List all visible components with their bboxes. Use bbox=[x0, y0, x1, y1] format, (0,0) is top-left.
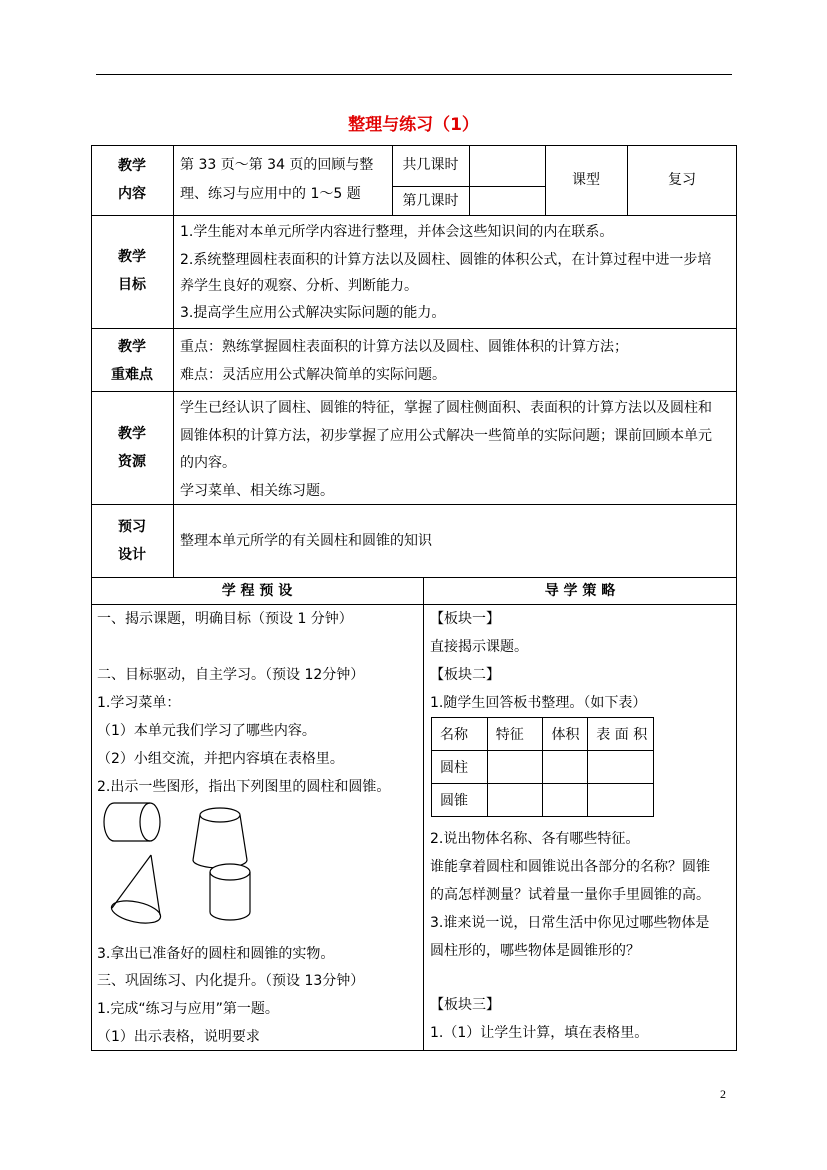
left-line: （2）小组交流，并把内容填在表格里。 bbox=[97, 751, 344, 767]
goal-line: 2.系统整理圆柱表面积的计算方法以及圆柱、圆锥的体积公式，在计算过程中进一步培 bbox=[180, 252, 712, 268]
page-title: 整理与练习（1） bbox=[348, 115, 479, 135]
goal-line: 养学生良好的观察、分析、判断能力。 bbox=[180, 278, 418, 294]
table-header-cell: 特征 bbox=[487, 718, 543, 751]
summary-table bbox=[431, 717, 654, 817]
goals-label: 教学 目标 bbox=[118, 249, 146, 293]
left-line: （1）出示表格，说明要求 bbox=[97, 1029, 260, 1045]
table-row-label: 圆柱 bbox=[432, 751, 488, 784]
block-two-heading: 【板块二】 bbox=[430, 667, 500, 683]
left-line: 2.出示一些图形，指出下列图里的圆柱和圆锥。 bbox=[97, 779, 391, 795]
right-column-header: 导 学 策 略 bbox=[544, 583, 616, 599]
right-line: 圆柱形的，哪些物体是圆锥形的？ bbox=[430, 943, 640, 959]
left-line: 1.学习菜单： bbox=[97, 695, 181, 711]
preview-text: 整理本单元所学的有关圆柱和圆锥的知识 bbox=[180, 533, 432, 549]
right-line: 1.随学生回答板书整理。（如下表） bbox=[430, 695, 647, 711]
table-row-label: 圆锥 bbox=[432, 784, 488, 817]
left-line: 1.完成“练习与应用”第一题。 bbox=[97, 1001, 279, 1017]
col-divider bbox=[469, 145, 470, 215]
left-line: 3.拿出已准备好的圆柱和圆锥的实物。 bbox=[97, 946, 335, 962]
table-cell bbox=[487, 751, 543, 784]
table-cell bbox=[487, 784, 543, 817]
left-line: 一、揭示课题，明确目标（预设 1 分钟） bbox=[97, 611, 353, 627]
which-hour-label: 第几课时 bbox=[402, 193, 459, 209]
resource-line: 圆锥体积的计算方法，初步掌握了应用公式解决一些简单的实际问题；课前回顾本单元 bbox=[180, 428, 712, 444]
right-line: 2.说出物体名称、各有哪些特征。 bbox=[430, 831, 640, 847]
table-header-cell: 表 面 积 bbox=[588, 718, 654, 751]
resources-label: 教学 资源 bbox=[118, 426, 146, 470]
type-label: 课型 bbox=[572, 172, 600, 188]
resource-line: 学生已经认识了圆柱、圆锥的特征，掌握了圆柱侧面积、表面积的计算方法以及圆柱和 bbox=[180, 400, 712, 416]
block-one-heading: 【板块一】 bbox=[430, 611, 500, 627]
keypoints-label: 教学 重难点 bbox=[111, 339, 153, 383]
goal-line: 3.提高学生应用公式解决实际问题的能力。 bbox=[180, 305, 446, 321]
total-hours-label: 共几课时 bbox=[402, 157, 459, 173]
left-line: 二、目标驱动，自主学习。（预设 12分钟） bbox=[97, 667, 365, 683]
resource-line: 的内容。 bbox=[180, 455, 236, 471]
header-rule bbox=[96, 74, 732, 75]
resource-line: 学习菜单、相关练习题。 bbox=[180, 483, 334, 499]
goal-line: 1.学生能对本单元所学内容进行整理，并体会这些知识间的内在联系。 bbox=[180, 224, 614, 240]
preview-label: 预习 设计 bbox=[118, 519, 146, 563]
right-line: 1.（1）让学生计算，填在表格里。 bbox=[430, 1025, 649, 1041]
left-line: 三、巩固练习、内化提升。（预设 13分钟） bbox=[97, 973, 365, 989]
row-divider bbox=[91, 391, 737, 392]
type-value: 复习 bbox=[668, 172, 696, 188]
page-number: 2 bbox=[720, 1087, 726, 1101]
col-divider bbox=[173, 145, 174, 577]
keypoint-line: 难点：灵活应用公式解决简单的实际问题。 bbox=[180, 367, 446, 383]
table-cell bbox=[588, 751, 654, 784]
table-header-cell: 名称 bbox=[432, 718, 488, 751]
frustum-shape bbox=[193, 808, 247, 868]
cylinder-shape bbox=[210, 864, 250, 920]
cylinder-shape bbox=[140, 803, 160, 841]
left-column-header: 学 程 预 设 bbox=[221, 583, 293, 599]
row-divider bbox=[91, 328, 737, 329]
block-three-heading: 【板块三】 bbox=[430, 997, 500, 1013]
content-line-1: 第 33 页～第 34 页的回顾与整 bbox=[180, 157, 374, 173]
keypoint-line: 重点：熟练掌握圆柱表面积的计算方法以及圆柱、圆锥体积的计算方法； bbox=[180, 339, 628, 355]
right-line: 3.谁来说一说，日常生活中你见过哪些物体是 bbox=[430, 915, 710, 931]
table-cell bbox=[543, 751, 588, 784]
left-line: （1）本单元我们学习了哪些内容。 bbox=[97, 723, 316, 739]
right-line: 的高怎样测量？试着量一量你手里圆锥的高。 bbox=[430, 887, 710, 903]
right-line: 直接揭示课题。 bbox=[430, 639, 528, 655]
table-cell bbox=[543, 784, 588, 817]
shapes-figure bbox=[100, 800, 260, 930]
col-divider bbox=[423, 577, 424, 1051]
table-header-cell: 体积 bbox=[543, 718, 588, 751]
content-label: 教学 内容 bbox=[118, 158, 146, 202]
right-line: 谁能拿着圆柱和圆锥说出各部分的名称？圆锥 bbox=[430, 859, 710, 875]
table-cell bbox=[588, 784, 654, 817]
cone-shape bbox=[109, 855, 162, 927]
content-line-2: 理、练习与应用中的 1～5 题 bbox=[180, 186, 361, 202]
